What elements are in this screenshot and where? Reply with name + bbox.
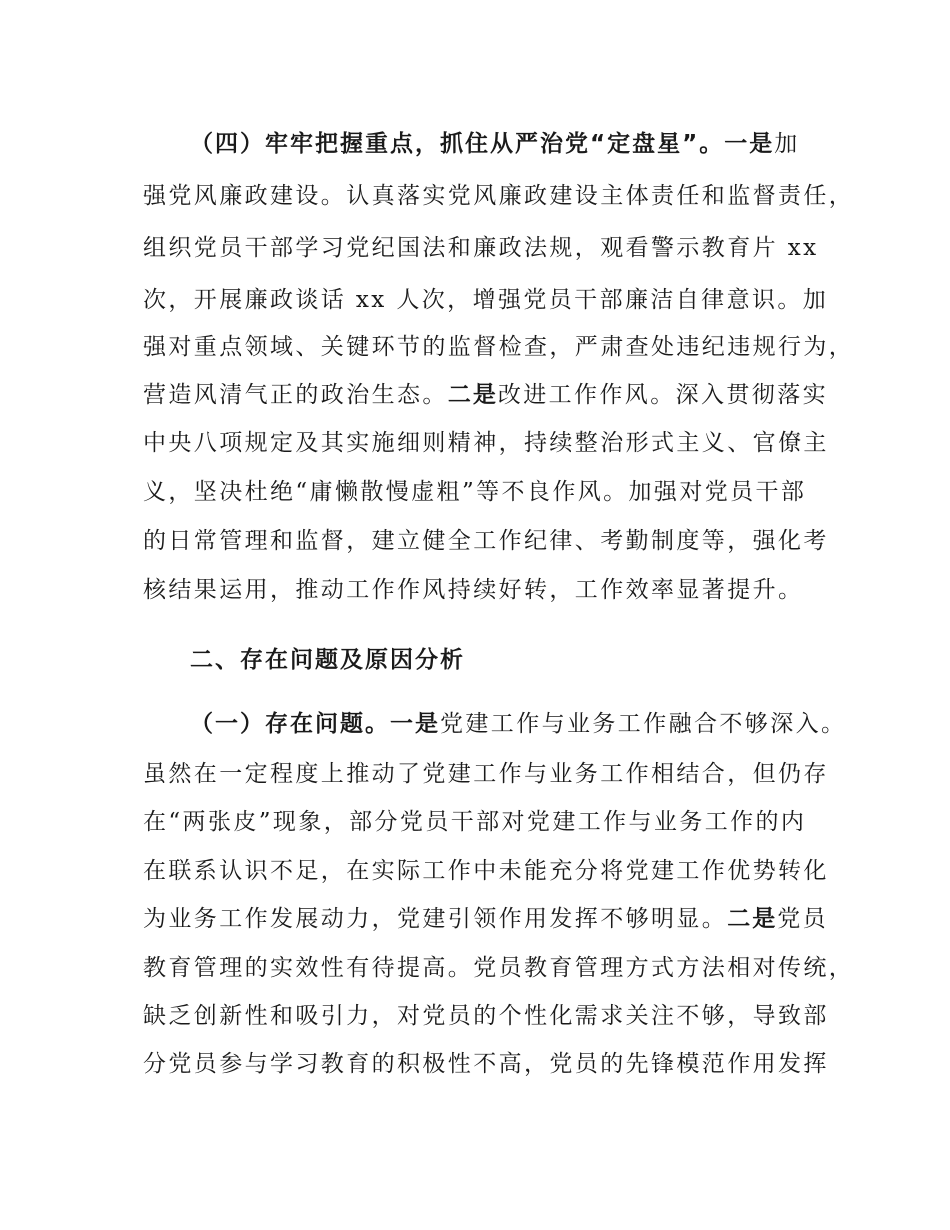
paragraph-line [143,379,828,411]
paragraph-line: 虽然在一定程度上推动了党建工作与业务工作相结合，但仍存 [143,761,829,787]
paragraph-line: 在联系认识不足，在实际工作中未能充分将党建工作优势转化 [143,858,829,884]
paragraph-line [190,708,846,740]
bold-lead: 二是 [727,906,778,932]
text-run: 改进工作作风。深入贯彻落实 [497,382,829,408]
paragraph-line [190,128,800,160]
bold-lead: （一）存在问题。一是 [190,711,440,737]
text-run: 党建工作与业务工作融合不够深入。 [440,711,847,737]
paragraph-line: 组织党员干部学习党纪国法和廉政法规，观看警示教育片 xx [143,235,819,261]
paragraph-line: 在“两张皮”现象，部分党员干部对党建工作与业务工作的内 [143,809,807,835]
paragraph-line: 中央八项规定及其实施细则精神，持续整治形式主义、官僚主 [143,430,829,456]
text-run: 为业务工作发展动力，党建引领作用发挥不够明显。 [143,906,728,932]
paragraph-line: 核结果运用，推动工作作风持续好转，工作效率显著提升。 [143,577,804,603]
bold-lead: 二是 [447,382,498,408]
paragraph-line: 分党员参与学习教育的积极性不高，党员的先锋模范作用发挥 [143,1051,829,1077]
paragraph-line: 强对重点领域、关键环节的监督检查，严肃查处违纪违规行为， [143,334,855,360]
paragraph-line: 教育管理的实效性有待提高。党员教育管理方式方法相对传统， [143,955,855,981]
text-run: 加 [774,131,800,157]
paragraph-line: 次，开展廉政谈话 xx 人次，增强党员干部廉洁自律意识。加 [143,287,829,313]
text-run: 营造风清气正的政治生态。 [143,382,448,408]
section-heading: 二、存在问题及原因分析 [190,647,465,673]
paragraph-line: 缺乏创新性和吸引力，对党员的个性化需求关注不够，导致部 [143,1003,829,1029]
paragraph-line: 的日常管理和监督，建立健全工作纪律、考勤制度等，强化考 [143,528,829,554]
paragraph-line: 强党风廉政建设。认真落实党风廉政建设主体责任和监督责任， [143,183,855,209]
paragraph-line: 义，坚决杜绝“庸懒散慢虚粗”等不良作风。加强对党员干部 [143,479,807,505]
paragraph-line [143,903,828,935]
bold-lead: （四）牢牢把握重点，抓住从严治党“定盘星”。一是 [190,131,775,157]
text-run: 党员 [777,906,829,932]
